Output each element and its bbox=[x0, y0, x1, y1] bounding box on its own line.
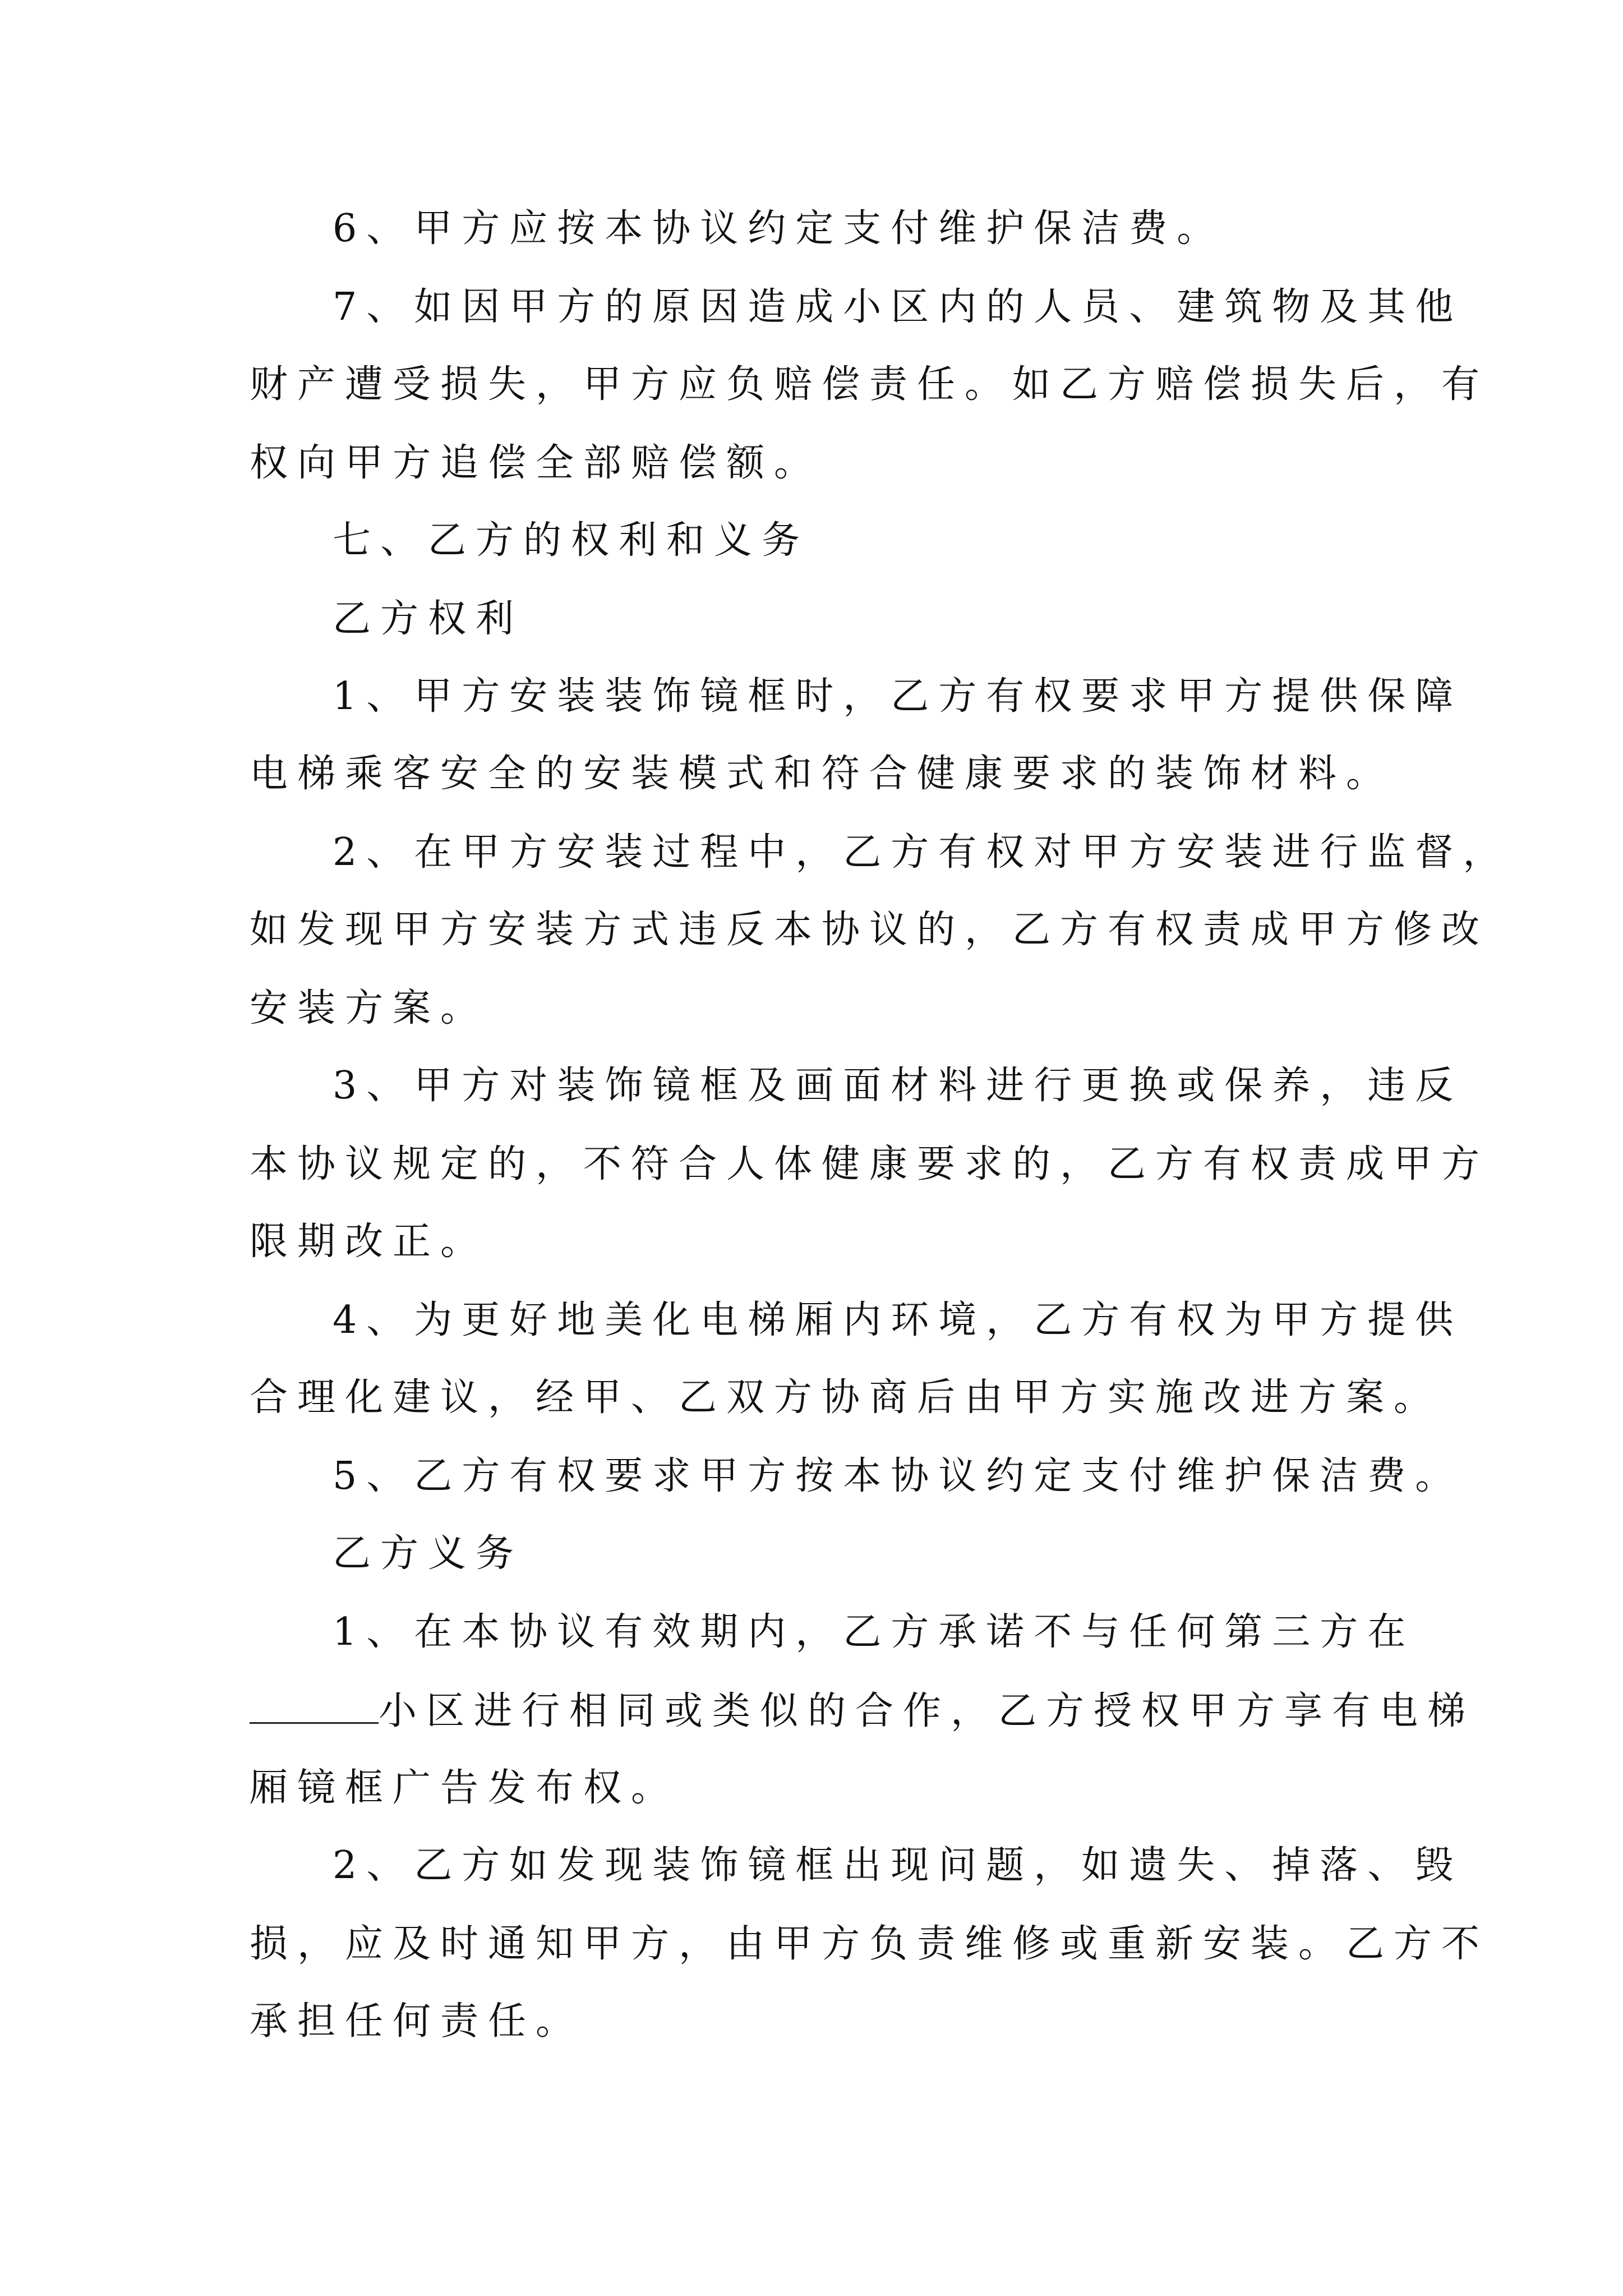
paragraph-line: 厢镜框广告发布权。 bbox=[250, 1766, 679, 1810]
paragraph-line: 2、乙方如发现装饰镜框出现问题，如遗失、掉落、毁 bbox=[333, 1843, 1463, 1888]
paragraph-line: 限期改正。 bbox=[250, 1220, 488, 1264]
subsection-heading: 乙方义务 bbox=[333, 1531, 524, 1576]
paragraph-line: 安装方案。 bbox=[250, 986, 488, 1030]
paragraph-line: 电梯乘客安全的安装模式和符合健康要求的装饰材料。 bbox=[250, 752, 1394, 796]
paragraph-line: 合理化建议，经甲、乙双方协商后由甲方实施改进方案。 bbox=[250, 1375, 1442, 1420]
section-heading: 七、乙方的权利和义务 bbox=[333, 518, 810, 563]
paragraph-line: 5、乙方有权要求甲方按本协议约定支付维护保洁费。 bbox=[333, 1454, 1463, 1498]
paragraph-line: 1、甲方安装装饰镜框时，乙方有权要求甲方提供保障 bbox=[333, 674, 1463, 719]
paragraph-line: 7、如因甲方的原因造成小区内的人员、建筑物及其他 bbox=[333, 285, 1463, 329]
paragraph-line: 本协议规定的，不符合人体健康要求的，乙方有权责成甲方 bbox=[250, 1142, 1490, 1186]
paragraph-line-text: 小区进行相同或类似的合作，乙方授权甲方享有电梯 bbox=[379, 1689, 1476, 1733]
paragraph-line: 如发现甲方安装方式违反本协议的，乙方有权责成甲方修改 bbox=[250, 908, 1490, 952]
fill-in-blank bbox=[250, 1687, 379, 1724]
paragraph-line: 3、甲方对装饰镜框及画面材料进行更换或保养，违反 bbox=[333, 1064, 1463, 1108]
paragraph-line: 财产遭受损失，甲方应负赔偿责任。如乙方赔偿损失后，有 bbox=[250, 362, 1490, 407]
paragraph-line-with-blank bbox=[250, 1687, 1475, 1734]
paragraph-line: 6、甲方应按本协议约定支付维护保洁费。 bbox=[333, 206, 1225, 251]
paragraph-line: 权向甲方追偿全部赔偿额。 bbox=[250, 441, 822, 485]
paragraph-line: 4、为更好地美化电梯厢内环境，乙方有权为甲方提供 bbox=[333, 1298, 1463, 1342]
subsection-heading: 乙方权利 bbox=[333, 597, 524, 641]
paragraph-line: 1、在本协议有效期内，乙方承诺不与任何第三方在 bbox=[333, 1610, 1415, 1654]
paragraph-line: 承担任何责任。 bbox=[250, 1999, 584, 2044]
paragraph-line: 2、在甲方安装过程中，乙方有权对甲方安装进行监督， bbox=[333, 830, 1511, 875]
paragraph-line: 损，应及时通知甲方，由甲方负责维修或重新安装。乙方不 bbox=[250, 1922, 1490, 1966]
